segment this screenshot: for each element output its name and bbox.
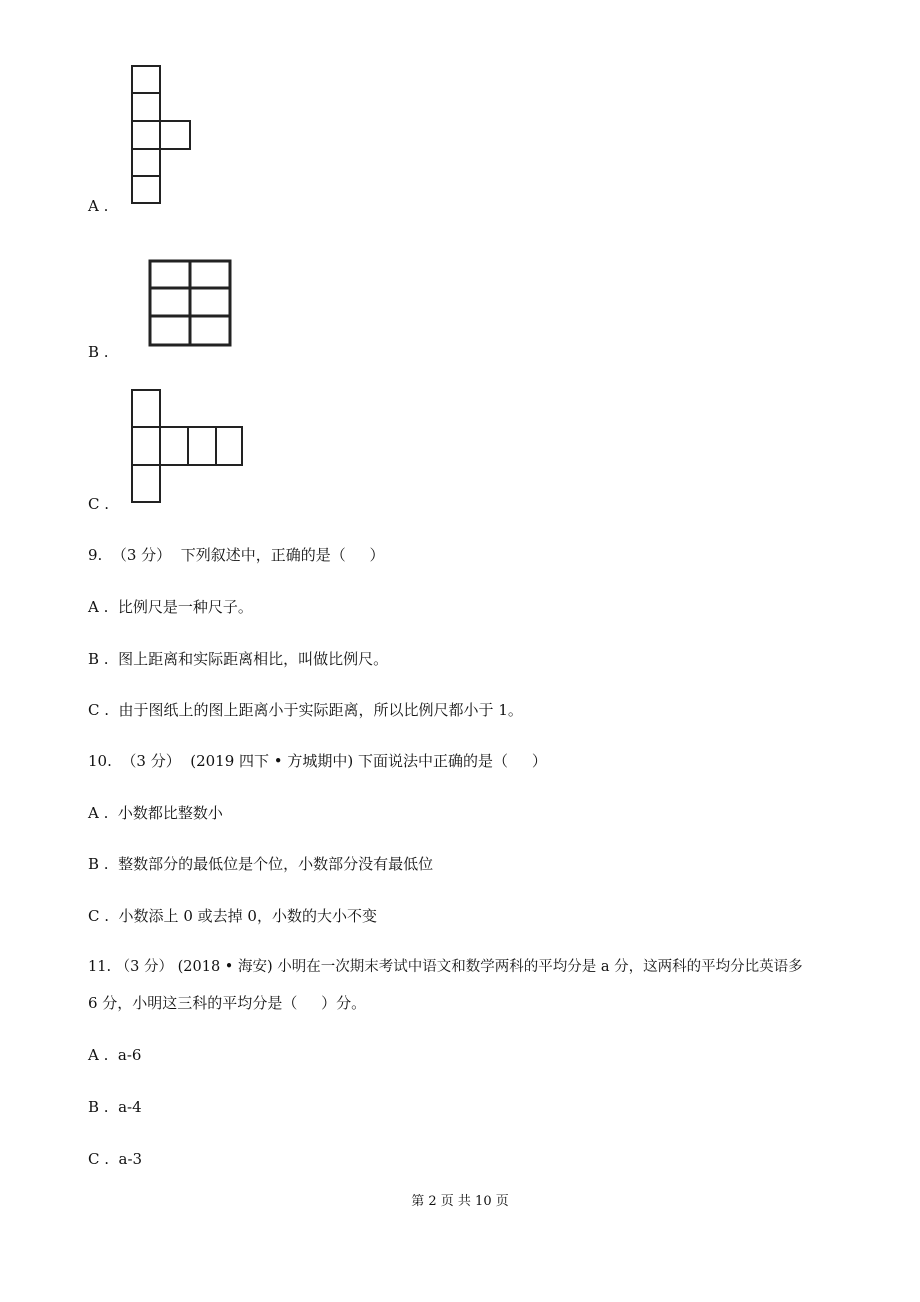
net-figure-b: [146, 258, 236, 350]
option-11b: B . a-4: [88, 1098, 142, 1116]
question-9-stem: 9. （3 分） 下列叙述中，正确的是（ ）: [88, 546, 385, 564]
option-9b: B . 图上距离和实际距离相比，叫做比例尺。: [88, 650, 389, 668]
option-9c: C . 由于图纸上的图上距离小于实际距离，所以比例尺都小于 1。: [88, 701, 523, 719]
option-11c: C . a-3: [88, 1150, 143, 1168]
net-figure-c: [130, 388, 246, 506]
question-11-stem-line2: 6 分，小明这三科的平均分是（ ）分。: [88, 994, 367, 1012]
option-8a-label: A .: [88, 197, 109, 215]
option-10a: A . 小数都比整数小: [88, 804, 223, 822]
option-8b-label: B .: [88, 343, 109, 361]
question-11-stem-line1: 11. （3 分） (2018 • 海安) 小明在一次期末考试中语文和数学两科的平均分是 a 分，这两科的平均分比英语多: [88, 959, 803, 975]
option-11a: A . a-6: [88, 1046, 142, 1064]
option-10b: B . 整数部分的最低位是个位，小数部分没有最低位: [88, 855, 434, 873]
net-figure-a: [130, 64, 194, 206]
option-8c-label: C .: [88, 495, 110, 513]
page-footer: 第 2 页 共 10 页: [411, 1194, 509, 1209]
option-9a: A . 比例尺是一种尺子。: [88, 598, 253, 616]
option-10c: C . 小数添上 0 或去掉 0，小数的大小不变: [88, 907, 377, 925]
question-10-stem: 10. （3 分） (2019 四下 • 方城期中) 下面说法中正确的是（ ）: [88, 752, 547, 770]
